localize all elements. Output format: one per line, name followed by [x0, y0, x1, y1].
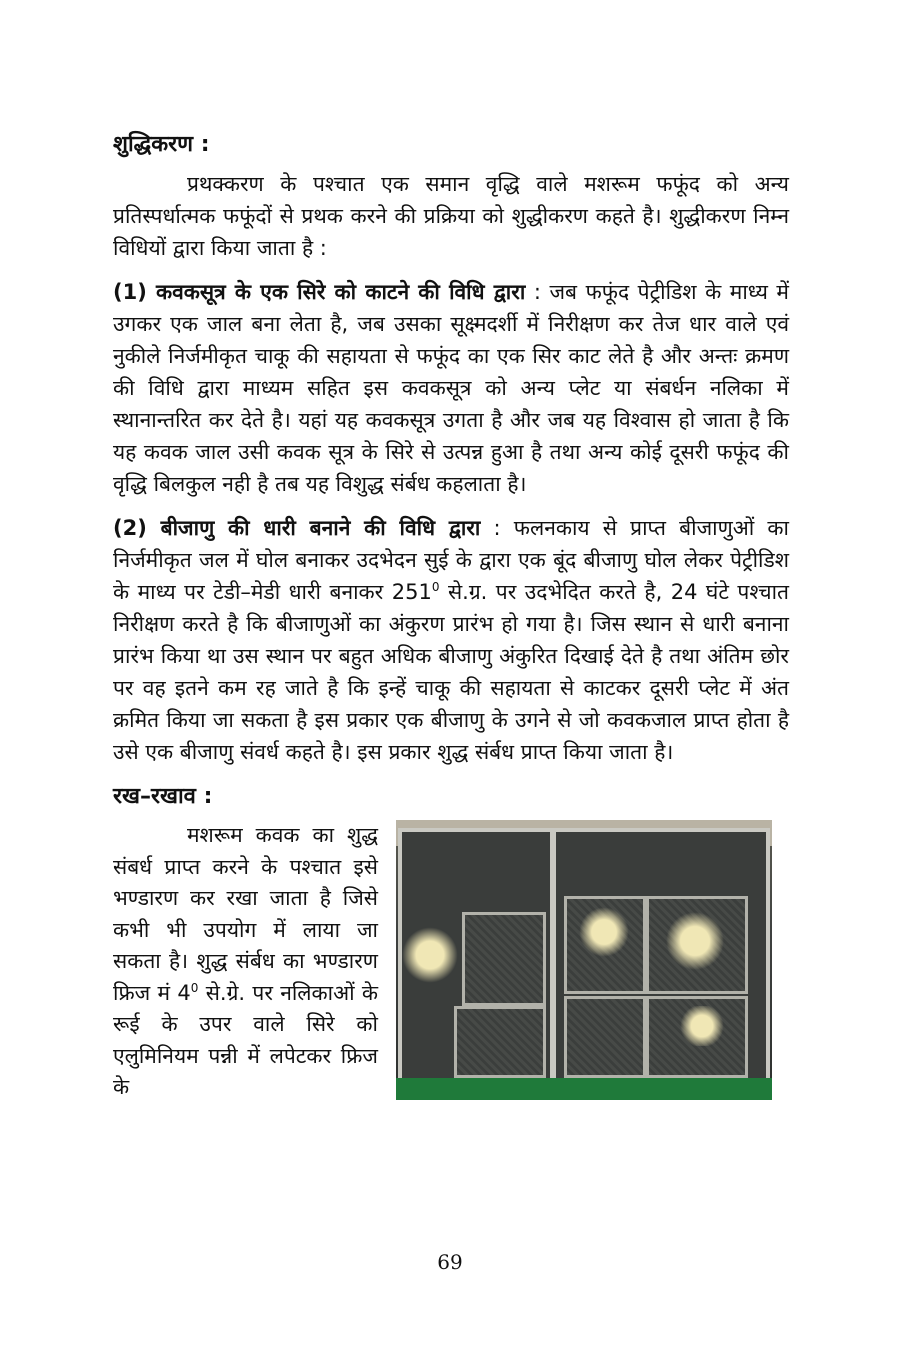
method-2-paragraph	[113, 512, 789, 768]
maintenance-text-b: से.ग्रे. पर नलिकाओं के रूई के उपर वाले सिरे को एलुमिनियम पन्नी में लपेटकर फ्रिज के	[113, 980, 378, 1099]
page-content	[113, 128, 789, 1104]
photo-tray	[564, 996, 646, 1078]
drying-trays-photo	[396, 820, 772, 1100]
purification-intro: प्रथक्करण के पश्चात एक समान वृद्धि वाले मशरूम फफूंद को अन्य प्रतिस्पर्धात्मक फफूंदों से प्रथक करने की प्रक्रिया को शुद्धीकरण कहते है। शुद्धीकरण निम्न विधियों द्वारा किया जाता है :	[113, 172, 789, 260]
page-number: 69	[437, 1250, 463, 1274]
mushroom-flakes	[672, 1006, 732, 1046]
photo-tray	[462, 912, 546, 1006]
method-2-title: (2) बीजाणु की धारी बनाने की विधि द्वारा	[113, 516, 481, 540]
maintenance-block	[113, 820, 789, 1104]
mushroom-flakes	[400, 920, 460, 990]
photo-tray	[454, 1006, 546, 1078]
maintenance-text	[113, 820, 378, 1104]
method-1-paragraph	[113, 276, 789, 500]
photo-green-base	[396, 1078, 772, 1100]
method-2-text-a: : फलनकाय से प्राप्त बीजाणुओं का निर्जमीकृत जल में घोल बनाकर उदभेदन सुई के द्वारा एक बूंद बीजाणु घोल लेकर पेट्रीडिश के माध्य पर टेडी–मेडी धारी बनाकर 251	[113, 516, 789, 604]
degree-superscript-2: 0	[190, 980, 199, 995]
section-heading-purification: शुद्धिकरण :	[113, 132, 210, 157]
method-1-title: (1) कवकसूत्र के एक सिरे को काटने की विधि द्वारा	[113, 280, 526, 304]
maintenance-text-a: मशरूम कवक का शुद्ध संबर्ध प्राप्त करने के पश्चात इसे भण्डारण कर रखा जाता है जिसे कभी भी उपयोग में लाया जा सकता है। शुद्ध संर्बध का भण्डारण फ्रिज मं 4	[113, 823, 378, 1005]
method-2-text-b: से.ग्र. पर उदभेदित करते है, 24 घंटे पश्चात निरीक्षण करते है कि बीजाणुओं का अंकुरण प्रारंभ हो गया है। जिस स्थान से धारी बनाना प्रारंभ किया था उस स्थान पर बहुत अधिक बीजाणु अंकुरित दिखाई देते है तथा अंतिम छोर पर वह इतने कम रह जाते है कि इन्हें चाकू की सहायता से काटकर दूसरी प्लेट में अंत क्रमित किया जा सकता है इस प्रकार एक बीजाणु के उगने से जो कवकजाल प्राप्त होता है उसे एक बीजाणु संवर्ध कहते है। इस प्रकार शुद्ध संर्बध प्राप्त किया जाता है।	[113, 580, 789, 764]
mushroom-flakes	[576, 902, 632, 962]
section-heading-maintenance: रख–रखाव :	[113, 784, 213, 809]
method-1-text: : जब फफूंद पेट्रीडिश के माध्य में उगकर एक जाल बना लेता है, जब उसका सूक्ष्मदर्शी में निरीक्षण कर तेज धार वाले एवं नुकीले निर्जमीकृत चाकू की सहायता से फफूंद का एक सिर काट लेते है और अन्तः क्रमण की विधि द्वारा माध्यम सहित इस कवकसूत्र को अन्य प्लेट या संबर्धन नलिका में स्थानान्तरित कर देते है। यहां यह कवकसूत्र उगता है और जब यह विश्वास हो जाता है कि यह कवक जाल उसी कवक सूत्र के सिरे से उत्पन्न हुआ है तथा अन्य कोई दूसरी फफूंद की वृद्धि बिलकुल नही है तब यह विशुद्ध संर्बध कहलाता है।	[113, 280, 789, 496]
degree-superscript: 0	[431, 580, 440, 594]
mushroom-flakes	[660, 908, 730, 974]
